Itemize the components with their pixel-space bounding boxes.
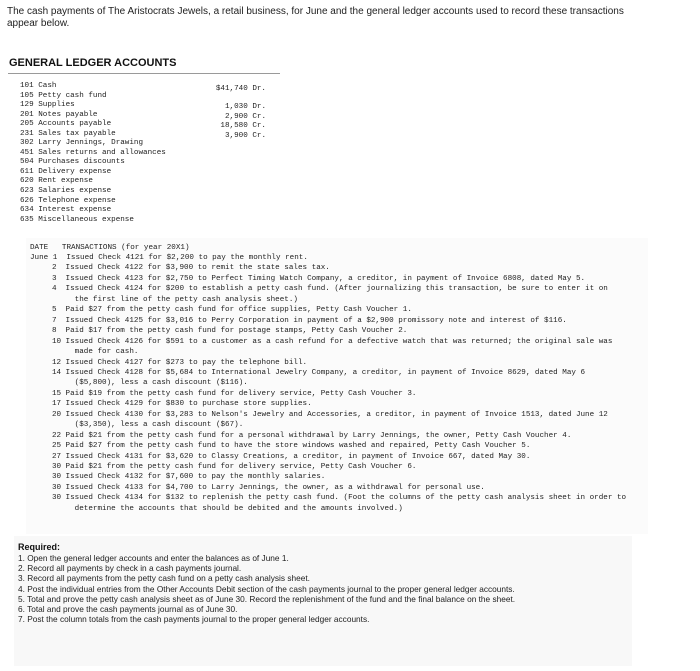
transaction-text: Paid $19 from the petty cash fund for delivery service, Petty Cash Voucher 3.: [61, 389, 417, 398]
divider-top: [8, 73, 280, 74]
required-list: [18, 553, 618, 624]
transaction-text: Issued Check 4132 for $7,600 to pay the monthly salaries.: [61, 473, 326, 482]
transaction-text: ($5,800), less a cash discount ($116).: [61, 379, 248, 388]
transaction-row: [30, 338, 612, 346]
transaction-row: [30, 505, 403, 513]
account-line: 451 Sales returns and allowances: [20, 148, 166, 157]
transaction-date: 15: [52, 389, 62, 398]
required-item: 6. Total and prove the cash payments journal as of June 30.: [18, 604, 238, 615]
account-line: 623 Salaries expense: [20, 187, 112, 196]
transaction-row: [30, 296, 298, 304]
transaction-row: [30, 254, 308, 262]
transaction-date: 12: [52, 358, 62, 367]
transaction-date: 30: [52, 494, 62, 503]
account-line: 201 Notes payable: [20, 110, 98, 119]
required-item: 1. Open the general ledger accounts and enter the balances as of June 1.: [18, 553, 289, 563]
transaction-date: 20: [52, 410, 62, 419]
transaction-text: made for cash.: [61, 348, 139, 357]
account-line: 634 Interest expense: [20, 206, 112, 215]
transaction-row: [30, 453, 530, 461]
transaction-date: 4: [52, 285, 57, 294]
account-line: 231 Sales tax payable: [20, 129, 116, 138]
transaction-text: Paid $21 from the petty cash fund for a personal withdrawal by Larry Jennings, the owner, Petty Cash Voucher 4.: [61, 431, 572, 440]
account-list: [20, 82, 166, 225]
transaction-row: [30, 348, 138, 356]
transaction-row: [30, 369, 585, 377]
transaction-row: [30, 473, 325, 481]
transaction-row: [30, 327, 407, 335]
required-item: 4. Post the individual entries from the Other Accounts Debit section of the cash payments journal to the proper general ledger accounts.: [18, 583, 515, 594]
transaction-row: [30, 442, 530, 450]
transaction-text: Issued Check 4126 for $591 to a customer as a cash refund for a defective watch that was returned; the original sale was: [61, 337, 613, 346]
transaction-text: the first line of the petty cash analysis sheet.): [61, 295, 298, 304]
transaction-row: [30, 494, 626, 502]
transaction-row: [30, 400, 312, 408]
account-balance: 18,580 Cr.: [220, 122, 266, 131]
transaction-text: Issued Check 4122 for $3,900 to remit the state sales tax.: [61, 264, 330, 273]
transaction-row: [30, 463, 416, 471]
transaction-text: Paid $27 from the petty cash fund to have the store windows washed and repaired, Petty Cash Voucher 5.: [61, 442, 531, 451]
transaction-text: Issued Check 4134 for $132 to replenish the petty cash fund. (Foot the columns of the petty cash analysis sheet in order to: [61, 494, 627, 503]
account-line: 101 Cash: [20, 82, 57, 90]
transaction-text: Issued Check 4125 for $3,016 to Perry Corporation in payment of a $2,900 promissory note and interest of $116.: [61, 316, 567, 325]
required-title: Required:: [18, 542, 61, 552]
transaction-date: 14: [52, 368, 62, 377]
transaction-date: 2: [52, 264, 57, 273]
transaction-text: Issued Check 4121 for $2,200 to pay the monthly rent.: [61, 254, 308, 262]
intro-text: The cash payments of The Aristocrats Jewels, a retail business, for June and the general ledger accounts used to record these transactions appear below.: [7, 6, 624, 29]
account-line: 620 Rent expense: [20, 177, 93, 186]
transaction-text: Paid $27 from the petty cash fund for office supplies, Petty Cash Voucher 1.: [61, 306, 412, 315]
transaction-date: 10: [52, 337, 62, 346]
required-item: 3. Record all payments from the petty cash fund on a petty cash analysis sheet.: [18, 573, 310, 584]
transaction-text: ($3,350), less a cash discount ($67).: [61, 421, 244, 430]
transaction-date: 30: [52, 483, 62, 492]
account-line: 611 Delivery expense: [20, 167, 112, 176]
transaction-row: [30, 379, 248, 387]
transaction-text: Issued Check 4131 for $3,620 to Classy Creations, a creditor, in payment of Invoice 667, dated May 30.: [61, 452, 531, 461]
transaction-date: 30: [52, 473, 62, 482]
account-line: 302 Larry Jennings, Drawing: [20, 139, 144, 148]
transaction-row: [30, 275, 585, 283]
transaction-row: [30, 306, 412, 314]
transaction-row: [30, 285, 608, 293]
transaction-text: Issued Check 4127 for $273 to pay the telephone bill.: [61, 358, 308, 367]
transaction-row: [30, 411, 608, 419]
transaction-text: Issued Check 4129 for $830 to purchase store supplies.: [61, 400, 312, 409]
transaction-date: 3: [52, 274, 57, 283]
transaction-text: Paid $21 from the petty cash fund for delivery service, Petty Cash Voucher 6.: [61, 463, 417, 471]
required-item: 2. Record all payments by check in a cash payments journal.: [18, 563, 242, 574]
transaction-text: Issued Check 4130 for $3,283 to Nelson's Jewelry and Accessories, a creditor, in payment of Invoice 1513, dated June 12: [61, 410, 608, 419]
account-balance: $41,740 Dr.: [215, 85, 266, 93]
transaction-date: 17: [52, 400, 62, 409]
transaction-row: [30, 390, 416, 398]
account-line: 504 Purchases discounts: [20, 158, 125, 167]
account-line: 129 Supplies: [20, 101, 75, 110]
account-line: 105 Petty cash fund: [20, 91, 107, 100]
transaction-date: 7: [52, 316, 57, 325]
transaction-date: 30: [52, 463, 62, 471]
required-item: 5. Total and prove the petty cash analysis sheet as of June 30. Record the replenishment of the fund and the final balance on the sheet.: [18, 593, 516, 604]
transaction-row: [30, 484, 485, 492]
transaction-month: June: [30, 254, 53, 262]
transaction-date: 27: [52, 452, 62, 461]
transaction-date: 1: [52, 254, 58, 262]
transaction-row: [30, 421, 243, 429]
account-balance: 1,030 Dr.: [224, 103, 266, 111]
transaction-row: [30, 317, 567, 325]
transaction-date: 5: [52, 306, 57, 315]
transaction-text: Issued Check 4124 for $200 to establish a petty cash fund. (After journalizing this transaction, be sure to enter it on: [61, 285, 608, 294]
account-balance: 3,900 Cr.: [224, 131, 266, 140]
transaction-row: [30, 432, 571, 440]
transaction-text: Issued Check 4128 for $5,684 to International Jewelry Company, a creditor, in payment of Invoice 8629, dated May 6: [61, 368, 586, 377]
transaction-date: 25: [52, 442, 62, 451]
transaction-text: Issued Check 4133 for $4,700 to Larry Jennings, the owner, as a withdrawal for personal use.: [61, 483, 485, 492]
transactions-header: DATE TRANSACTIONS (for year 20X1): [30, 244, 190, 252]
account-line: 205 Accounts payable: [20, 120, 112, 129]
transaction-date: 22: [52, 431, 62, 440]
transaction-text: determine the accounts that should be debited and the amounts involved.): [61, 504, 403, 513]
transaction-text: Issued Check 4123 for $2,750 to Perfect Timing Watch Company, a creditor, in payment of Invoice 6808, dated May 5.: [61, 274, 586, 283]
general-ledger-title: GENERAL LEDGER ACCOUNTS: [9, 57, 177, 69]
transaction-row: [30, 264, 330, 272]
transaction-date: 8: [52, 327, 57, 336]
account-line: 626 Telephone expense: [20, 196, 116, 205]
required-item: 7. Post the column totals from the cash payments journal to the proper general ledger accounts.: [18, 614, 370, 625]
transaction-row: [30, 359, 307, 367]
transaction-text: Paid $17 from the petty cash fund for postage stamps, Petty Cash Voucher 2.: [61, 327, 408, 336]
account-balance: 2,900 Cr.: [224, 112, 266, 121]
account-line: 635 Miscellaneous expense: [20, 215, 134, 224]
